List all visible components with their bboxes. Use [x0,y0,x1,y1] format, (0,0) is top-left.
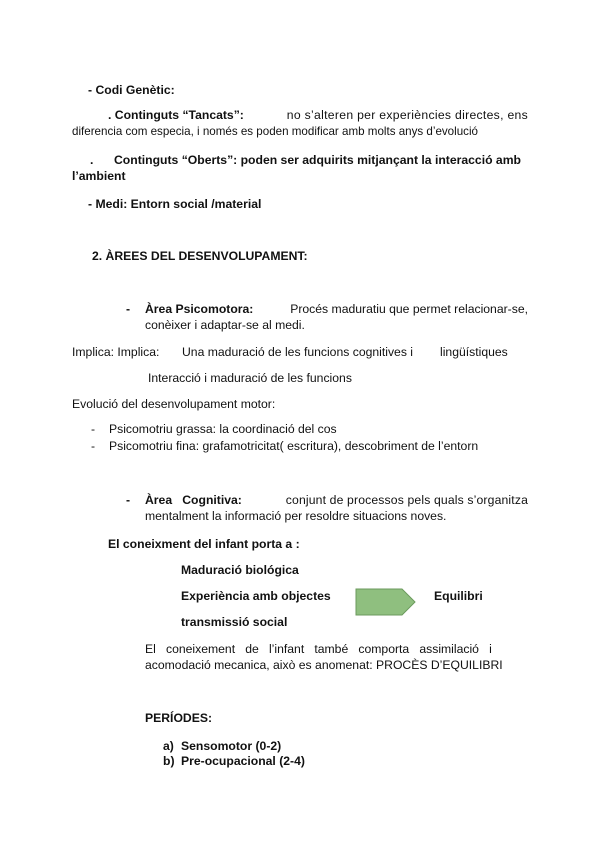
oberts-dot: . [90,153,94,167]
arrow-icon [355,588,417,616]
implica-a: Una maduració de les funcions cognitives i [182,345,414,359]
codi-genetic-heading: - Codi Genètic: [88,83,175,97]
oberts-text-1: Continguts “Oberts”: poden ser adquirits mitjançant la interacció amb [114,153,521,167]
section-heading: 2. ÀREES DEL DESENVOLUPAMENT: [92,249,308,263]
tancats-text-1: no s’alteren per experiències directes, ens [286,108,528,122]
tancats-label: . Continguts “Tancats”: [108,108,244,122]
equilibri-label: Equilibri [434,589,483,603]
interaccio-line: Interacció i maduració de les funcions [148,371,352,385]
coneixement-text-1: El coneixement de l’infant també comporta assimilació i [145,642,492,656]
coneixement-text-2: acomodació mecanica, això es anomenat: PROCÈS D’EQUILIBRI [145,658,503,672]
psicomotora-line-1 [145,302,528,317]
periodes-heading: PERÍODES: [145,711,213,725]
tancats-line-1 [108,108,528,123]
maduracio-label: Maduració biológica [181,563,299,577]
implica-prefix: Implica: Implica: [72,345,160,359]
evolucio-heading: Evolució del desenvolupament motor: [72,397,276,411]
psicomotora-label: Àrea Psicomotora: [145,302,254,316]
cognitiva-bullet: - [126,493,131,507]
motor-item-text: Psicomotriu grassa: la coordinació del cos [109,422,337,436]
motor-item-bullet: - [91,439,96,453]
periode-marker: b) [163,754,175,768]
motor-item-text: Psicomotriu fina: grafamotricitat( escritura), descobriment de l’entorn [109,439,479,453]
periode-text: Sensomotor (0-2) [181,739,282,753]
cognitiva-text-2: mentalment la informació per resoldre situacions noves. [145,509,447,523]
cognitiva-label: Àrea Cognitiva: [145,493,242,507]
experiencia-label: Experiència amb objectes [181,589,331,603]
transmissio-label: transmissió social [181,615,288,629]
cognitiva-text-1: conjunt de processos pels quals s’organitza [285,493,528,507]
cognitiva-line-1 [145,493,528,508]
oberts-text-2: l’ambient [72,169,126,183]
periode-text: Pre-ocupacional (2-4) [181,754,305,768]
psicomotora-bullet: - [126,302,131,316]
psicomotora-text-2: conèixer i adaptar-se al medi. [145,318,305,332]
tancats-text-2: diferencia com especia, i només es poden modificar amb molts anys d’evolució [72,125,478,138]
porta-heading: El coneixment del infant porta a : [108,537,300,551]
implica-b: lingüístiques [440,345,508,359]
psicomotora-text-1: Procés maduratiu que permet relacionar-se, [290,302,528,316]
motor-item-bullet: - [91,422,96,436]
periode-marker: a) [163,739,174,753]
medi-line: - Medi: Entorn social /material [88,197,262,211]
